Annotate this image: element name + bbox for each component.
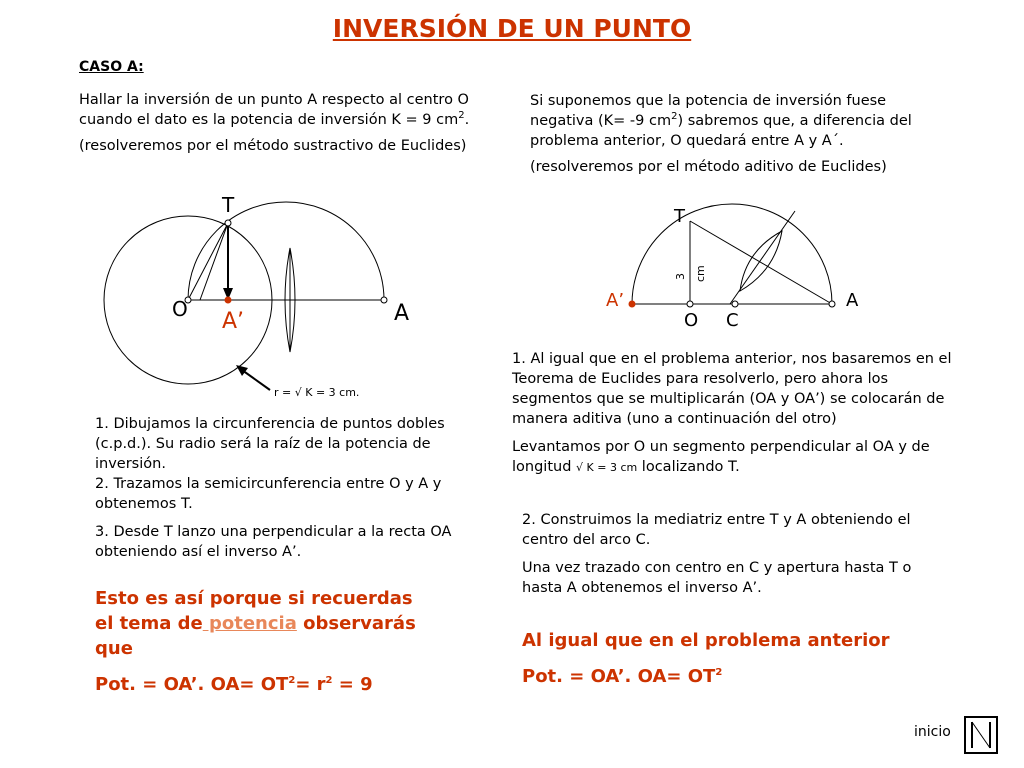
arc-c — [632, 204, 832, 304]
label-t: T — [674, 206, 685, 227]
right-steps-2 — [522, 510, 942, 598]
segment-ta — [690, 221, 832, 304]
mediatrix-lens — [740, 231, 782, 291]
case-label: CASO A: — [79, 59, 144, 75]
left-intro-method: (resolveremos por el método sustractivo de Euclides) — [79, 138, 467, 154]
label-aprime: A’ — [222, 309, 245, 334]
point-t — [225, 220, 231, 226]
label-t: T — [222, 193, 235, 217]
right-intro-statement: Si suponemos que la potencia de inversión fuese negativa (K= -9 $cm^2$) sabremos que, a diferencia del problema anterior, O quedará entre A y A´. — [530, 93, 912, 149]
right-intro-method: (resolveremos por el método aditivo de Euclides) — [530, 159, 887, 175]
segment-ot — [188, 223, 228, 300]
point-aprime — [629, 301, 635, 307]
potencia-link[interactable]: potencia — [202, 613, 297, 634]
point-a — [381, 297, 387, 303]
label-a: A — [846, 290, 859, 311]
page-title: INVERSIÓN DE UN PUNTO — [332, 14, 692, 43]
nav-home-button[interactable] — [964, 716, 998, 754]
point-aprime — [225, 297, 231, 303]
left-formula: Pot. = OA’. $OA= OT^2= r^2 = 9$ — [95, 674, 373, 695]
right-intro — [530, 91, 940, 177]
right-diagram — [600, 196, 890, 336]
left-steps — [95, 414, 475, 562]
label-o: O — [172, 297, 188, 321]
radius-note: r = √ K = 3 cm. — [274, 386, 360, 399]
right-step-1: 1. Al igual que en el problema anterior, nos basaremos en el Teorema de Euclides para resolverlo, pero ahora los segmentos que se multiplicarán (OA y OA’) se colocarán de manera aditiva (uno a continuación del otro) — [512, 351, 952, 427]
point-a — [829, 301, 835, 307]
left-step-3: 3. Desde T lanzo una perpendicular a la recta OA obteniendo así el inverso A’. — [95, 524, 452, 560]
left-intro-statement: Hallar la inversión de un punto A respecto al centro O cuando el dato es la potencia de inversión K = 9 $cm^2$. — [79, 92, 470, 128]
left-step-1: 1. Dibujamos la circunferencia de puntos dobles (c.p.d.). Su radio será la raíz de la potencia de inversión. — [95, 416, 445, 472]
left-intro — [79, 90, 484, 156]
label-aprime: A’ — [606, 290, 625, 311]
point-o — [687, 301, 693, 307]
right-step-2b: Una vez trazado con centro en C y apertura hasta T o hasta A obtenemos el inverso A’. — [522, 560, 912, 596]
label-a: A — [394, 301, 410, 326]
right-steps-1 — [512, 349, 957, 478]
right-step-1b: Levantamos por O un segmento perpendicular al OA y de longitud √ K = 3 cm localizando T. — [512, 439, 930, 475]
right-formula: Pot. = OA’. $OA= OT^2$ — [522, 666, 723, 687]
label-3: 3 — [674, 273, 687, 280]
left-step-2: 2. Trazamos la semicircunferencia entre O y A y obtenemos T. — [95, 476, 442, 512]
inicio-link[interactable]: inicio — [914, 724, 951, 740]
right-step-2: 2. Construimos la mediatriz entre T y A obteniendo el centro del arco C. — [522, 512, 911, 548]
end-nav-icon — [966, 718, 996, 752]
radius-arrow-icon — [236, 365, 248, 376]
right-conclusion: Al igual que en el problema anterior — [522, 630, 890, 651]
left-conclusion: Esto es así porque si recuerdas el tema de potencia observarás que — [95, 588, 416, 659]
point-c — [732, 301, 738, 307]
label-cm: cm — [694, 265, 707, 282]
label-o: O — [684, 310, 699, 331]
left-diagram — [90, 190, 420, 405]
label-c: C — [726, 310, 739, 331]
